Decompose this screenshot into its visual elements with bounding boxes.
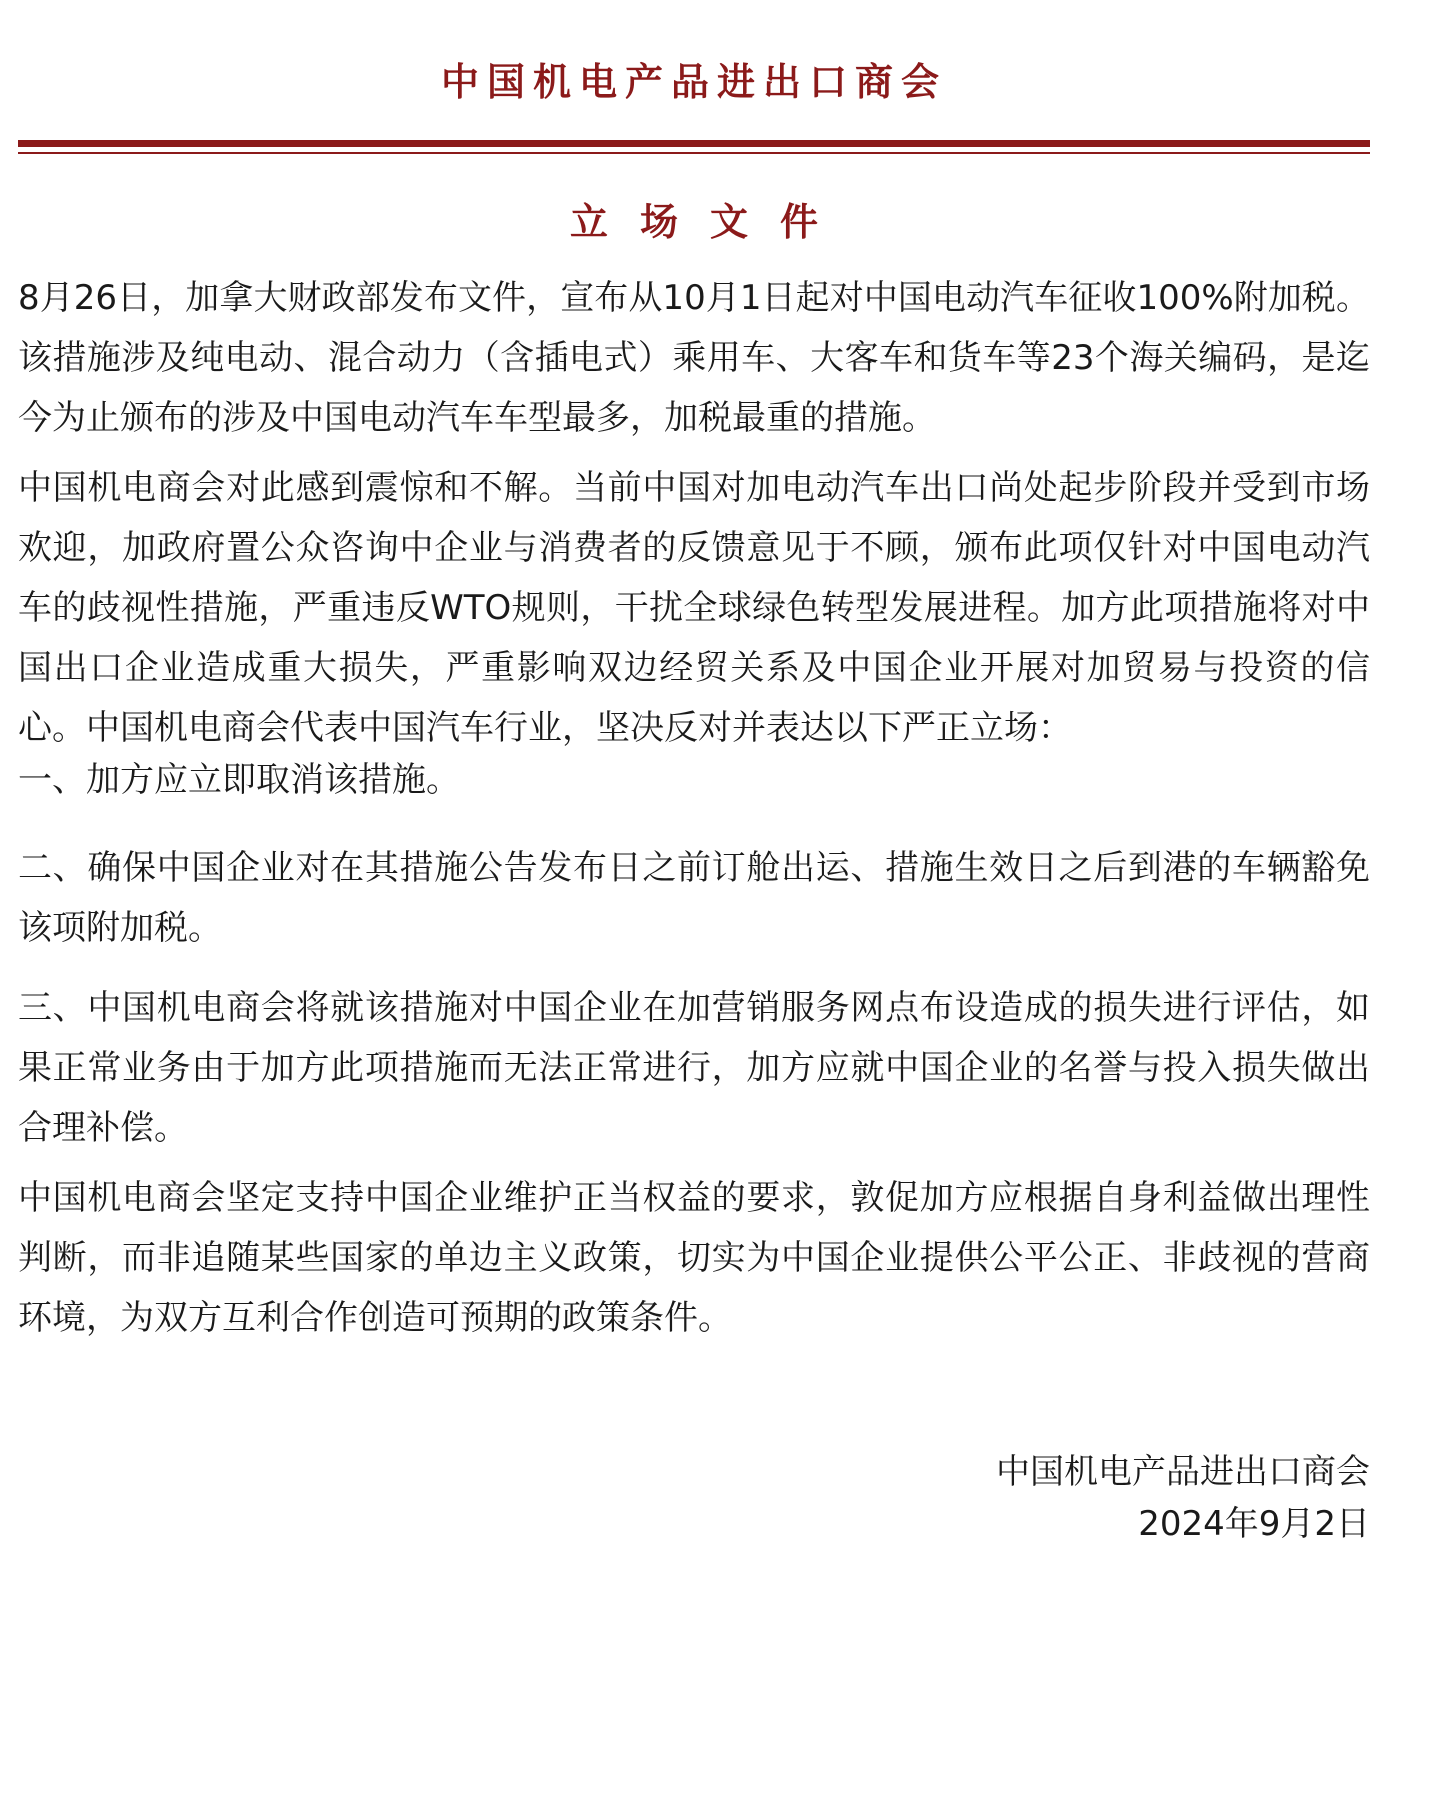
header-rule-thick: [18, 140, 1370, 147]
paragraph-demand-1: 一、加方应立即取消该措施。: [18, 760, 460, 800]
paragraph-position: 中国机电商会对此感到震惊和不解。当前中国对加电动汽车出口尚处起步阶段并受到市场欢迎，加政府置公众咨询中企业与消费者的反馈意见于不顾，颁布此项仅针对中国电动汽车的歧视性措施，严重违反WTO规则，干扰全球绿色转型发展进程。加方此项措施将对中国出口企业造成重大损失，严重影响双边经贸关系及中国企业开展对加贸易与投资的信心。中国机电商会代表中国汽车行业，坚决反对并表达以下严正立场：: [18, 468, 1370, 748]
document-title: 立场文件: [569, 200, 850, 244]
paragraph-conclusion: 中国机电商会坚定支持中国企业维护正当权益的要求，敦促加方应根据自身利益做出理性判断，而非追随某些国家的单边主义政策，切实为中国企业提供公平公正、非歧视的营商环境，为双方互利合作创造可预期的政策条件。: [18, 1178, 1370, 1338]
paragraph-demand-2: 二、确保中国企业对在其措施公告发布日之前订舱出运、措施生效日之后到港的车辆豁免该项附加税。: [18, 848, 1370, 948]
header-rule-thin: [18, 152, 1370, 154]
signature-date: 2024年9月2日: [1138, 1504, 1370, 1544]
signature-organization: 中国机电产品进出口商会: [996, 1452, 1370, 1492]
paragraph-demand-3: 三、中国机电商会将就该措施对中国企业在加营销服务网点布设造成的损失进行评估，如果正常业务由于加方此项措施而无法正常进行，加方应就中国企业的名誉与投入损失做出合理补偿。: [18, 988, 1370, 1148]
organization-header: 中国机电产品进出口商会: [440, 60, 947, 104]
paragraph-intro: 8月26日，加拿大财政部发布文件，宣布从10月1日起对中国电动汽车征收100%附加税。该措施涉及纯电动、混合动力（含插电式）乘用车、大客车和货车等23个海关编码，是迄今为止颁布的涉及中国电动汽车车型最多，加税最重的措施。: [18, 278, 1370, 438]
